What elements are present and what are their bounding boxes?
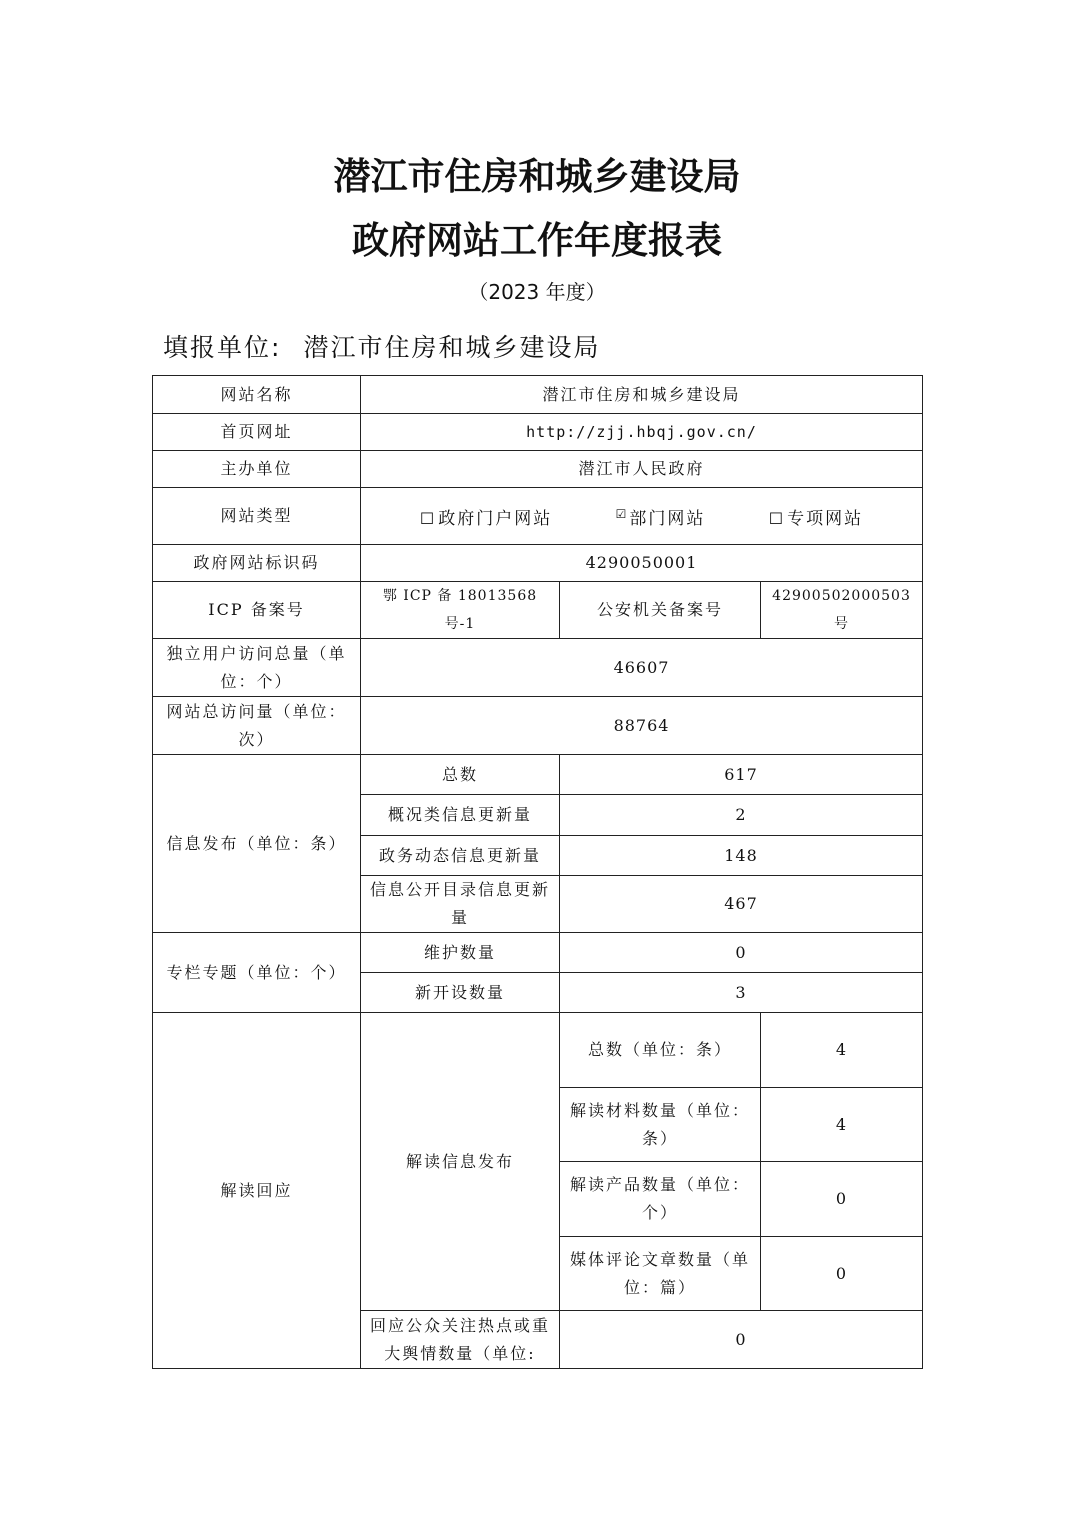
row-info-total bbox=[153, 755, 923, 795]
info-row-value: 148 bbox=[560, 836, 923, 876]
columns-label: 专栏专题（单位：个） bbox=[153, 933, 361, 1013]
info-row-value: 617 bbox=[560, 755, 923, 795]
site-name-label: 网站名称 bbox=[153, 376, 361, 414]
response-value: 0 bbox=[560, 1311, 923, 1369]
filler-unit bbox=[163, 328, 600, 364]
info-row-label: 总数 bbox=[361, 755, 560, 795]
info-row-value: 467 bbox=[560, 876, 923, 933]
row-unique-visitors bbox=[153, 639, 923, 697]
site-name-value: 潜江市住房和城乡建设局 bbox=[361, 376, 923, 414]
unchecked-box-icon: ☐ bbox=[768, 508, 786, 528]
info-row-label: 政务动态信息更新量 bbox=[361, 836, 560, 876]
row-site-type bbox=[153, 488, 923, 545]
row-icp bbox=[153, 582, 923, 639]
interp-row-value: 0 bbox=[761, 1237, 923, 1311]
columns-row-value: 3 bbox=[560, 973, 923, 1013]
info-release-label: 信息发布（单位：条） bbox=[153, 755, 361, 933]
columns-row-label: 维护数量 bbox=[361, 933, 560, 973]
sponsor-label: 主办单位 bbox=[153, 451, 361, 488]
option-special bbox=[769, 505, 863, 533]
option-portal bbox=[420, 505, 552, 533]
option-special-label: 专项网站 bbox=[787, 508, 864, 529]
unique-visitors-label: 独立用户访问总量（单位：个） bbox=[153, 639, 361, 697]
unchecked-box-icon: ☐ bbox=[419, 508, 437, 528]
police-record-label: 公安机关备案号 bbox=[560, 582, 761, 639]
interp-row-label: 媒体评论文章数量（单位：篇） bbox=[560, 1237, 761, 1311]
info-row-label: 信息公开目录信息更新量 bbox=[361, 876, 560, 933]
interp-row-label: 总数（单位：条） bbox=[560, 1013, 761, 1088]
info-row-label: 概况类信息更新量 bbox=[361, 795, 560, 836]
total-visits-value: 88764 bbox=[361, 697, 923, 755]
icp-value: 鄂 ICP 备 18013568 号-1 bbox=[361, 582, 560, 639]
checked-box-icon: ☑ bbox=[615, 506, 629, 521]
option-department-label: 部门网站 bbox=[629, 508, 706, 529]
total-visits-label: 网站总访问量（单位：次） bbox=[153, 697, 361, 755]
interpretation-label: 解读回应 bbox=[153, 1013, 361, 1369]
sponsor-value: 潜江市人民政府 bbox=[361, 451, 923, 488]
row-site-code bbox=[153, 545, 923, 582]
homepage-label: 首页网址 bbox=[153, 414, 361, 451]
police-record-value: 42900502000503 号 bbox=[761, 582, 923, 639]
site-type-label: 网站类型 bbox=[153, 488, 361, 545]
site-type-options bbox=[361, 488, 923, 545]
unique-visitors-value: 46607 bbox=[361, 639, 923, 697]
report-table bbox=[152, 375, 923, 1369]
interp-row-value: 4 bbox=[761, 1088, 923, 1162]
row-sponsor bbox=[153, 451, 923, 488]
filler-value: 潜江市住房和城乡建设局 bbox=[303, 333, 601, 362]
info-row-value: 2 bbox=[560, 795, 923, 836]
row-interp-total bbox=[153, 1013, 923, 1088]
row-homepage bbox=[153, 414, 923, 451]
site-code-value: 4290050001 bbox=[361, 545, 923, 582]
columns-row-label: 新开设数量 bbox=[361, 973, 560, 1013]
report-title-line2: 政府网站工作年度报表 bbox=[352, 219, 722, 262]
homepage-value: http://zjj.hbqj.gov.cn/ bbox=[361, 414, 923, 451]
row-total-visits bbox=[153, 697, 923, 755]
columns-row-value: 0 bbox=[560, 933, 923, 973]
interpretation-sub-label: 解读信息发布 bbox=[361, 1013, 560, 1311]
interp-row-value: 4 bbox=[761, 1013, 923, 1088]
icp-label: ICP 备案号 bbox=[153, 582, 361, 639]
site-code-label: 政府网站标识码 bbox=[153, 545, 361, 582]
report-title-line1: 潜江市住房和城乡建设局 bbox=[333, 155, 741, 198]
option-portal-label: 政府门户网站 bbox=[438, 508, 553, 529]
row-site-name bbox=[153, 376, 923, 414]
interp-row-value: 0 bbox=[761, 1162, 923, 1237]
row-columns-maintain bbox=[153, 933, 923, 973]
interp-row-label: 解读材料数量（单位：条） bbox=[560, 1088, 761, 1162]
report-year: （2023 年度） bbox=[468, 280, 606, 304]
filler-label: 填报单位: bbox=[163, 333, 282, 362]
interp-row-label: 解读产品数量（单位：个） bbox=[560, 1162, 761, 1237]
response-label: 回应公众关注热点或重大舆情数量（单位: bbox=[361, 1311, 560, 1369]
option-department bbox=[616, 500, 706, 533]
